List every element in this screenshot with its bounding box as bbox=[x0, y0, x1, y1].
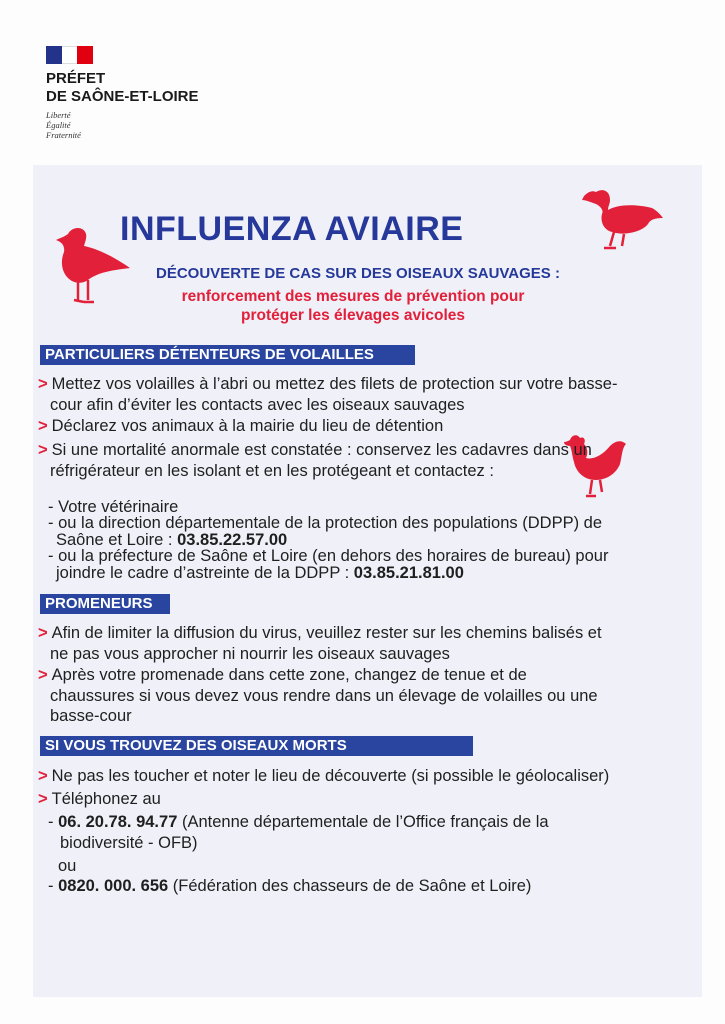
prefect-name: PRÉFET DE SAÔNE-ET-LOIRE bbox=[46, 70, 199, 105]
chevron-right-icon: > bbox=[38, 666, 48, 684]
chevron-right-icon: > bbox=[38, 441, 48, 459]
chevron-right-icon: > bbox=[38, 417, 48, 435]
phone-ofb: 06. 20.78. 94.77 bbox=[58, 813, 178, 831]
or-text: ou bbox=[58, 857, 77, 875]
list-item: > Afin de limiter la diffusion du virus, veuillez rester sur les chemins balisés et ne pas vous approcher ni nourrir les oiseaux sauvages bbox=[38, 624, 602, 663]
list-item: > Déclarez vos animaux à la mairie du lieu de détention bbox=[38, 417, 444, 435]
contact-item: - ou la direction départementale de la protection des populations (DDPP) de Saône et Loire : 03.85.22.57.00 bbox=[48, 514, 603, 549]
header bbox=[46, 46, 199, 140]
phone-chasseurs: 0820. 000. 656 bbox=[58, 877, 169, 895]
contact-item: - Votre vétérinaire bbox=[48, 498, 179, 516]
phone-ddpp: 03.85.22.57.00 bbox=[177, 531, 288, 549]
motto: Liberté Égalité Fraternité bbox=[46, 110, 81, 140]
page-title: INFLUENZA AVIAIRE bbox=[120, 210, 464, 248]
chevron-right-icon: > bbox=[38, 375, 48, 393]
duck-icon bbox=[580, 186, 664, 252]
list-item: > Mettez vos volailles à l’abri ou mettez des filets de protection sur votre basse- cour afin d’éviter les contacts avec les oiseaux sauvages bbox=[38, 375, 618, 414]
section-heading-promeneurs: PROMENEURS bbox=[40, 594, 170, 614]
marianne-flag-logo bbox=[46, 46, 93, 64]
list-item: > Après votre promenade dans cette zone, changez de tenue et de chaussures si vous devez vous rendre dans un élevage de volailles ou une basse-cour bbox=[38, 666, 598, 725]
chevron-right-icon: > bbox=[38, 790, 48, 808]
list-item: > Téléphonez au bbox=[38, 790, 161, 808]
chevron-right-icon: > bbox=[38, 624, 48, 642]
subtitle: DÉCOUVERTE DE CAS SUR DES OISEAUX SAUVAGES : bbox=[156, 265, 560, 282]
contact-item: - ou la préfecture de Saône et Loire (en dehors des horaires de bureau) pour joindre le cadre d’astreinte de la DDPP : 03.85.21.81.00 bbox=[48, 547, 609, 582]
section-heading-particuliers: PARTICULIERS DÉTENTEURS DE VOLAILLES bbox=[40, 345, 415, 365]
phone-item-ofb: - 06. 20.78. 94.77 (Antenne départementale de l’Office français de la biodiversité - OFB) bbox=[48, 813, 549, 852]
chevron-right-icon: > bbox=[38, 767, 48, 785]
subtitle-red: renforcement des mesures de prévention pour protéger les élevages avicoles bbox=[181, 288, 525, 324]
phone-item-chasseurs: - 0820. 000. 656 (Fédération des chasseurs de de Saône et Loire) bbox=[48, 877, 532, 895]
section-heading-morts: SI VOUS TROUVEZ DES OISEAUX MORTS bbox=[40, 736, 473, 756]
phone-astreinte: 03.85.21.81.00 bbox=[353, 564, 464, 582]
list-item: > Ne pas les toucher et noter le lieu de découverte (si possible le géolocaliser) bbox=[38, 767, 610, 785]
list-item: > Si une mortalité anormale est constatée : conservez les cadavres dans un réfrigérateur en les isolant et en les protégeant et contactez : bbox=[38, 441, 592, 480]
